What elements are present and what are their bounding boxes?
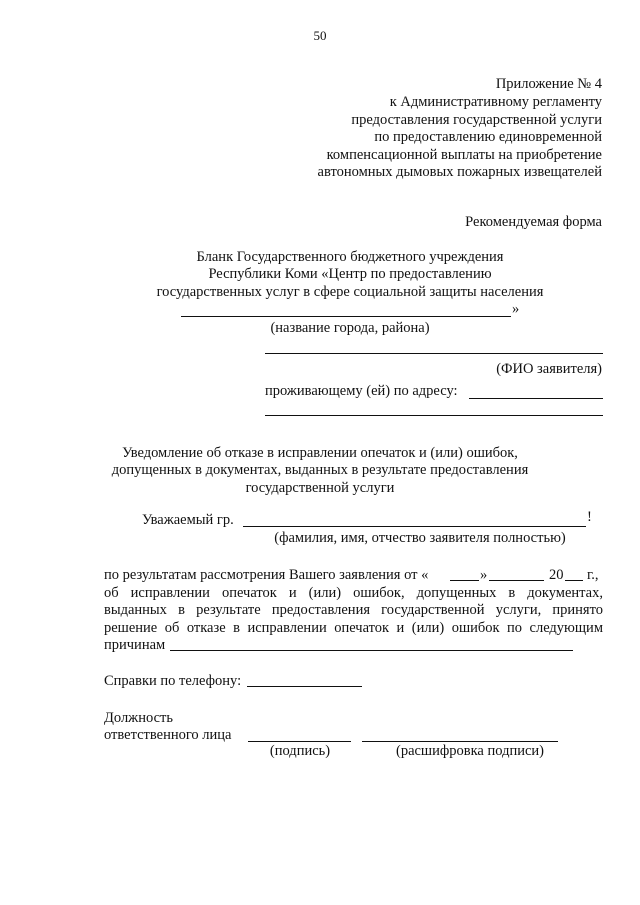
title-line: государственной услуги — [245, 480, 395, 496]
date-month-blank — [489, 580, 544, 581]
address-label: проживающему (ей) по адресу: — [265, 383, 458, 399]
letterhead-line: Республики Коми «Центр по предоставлению — [208, 266, 492, 282]
body-line1-year: 20 — [549, 567, 564, 583]
greeting-exclamation: ! — [587, 509, 592, 525]
decoding-caption: (расшифровка подписи) — [395, 743, 545, 759]
signature-blank-line — [248, 741, 351, 742]
greeting-caption: (фамилия, имя, отчество заявителя полностью) — [274, 530, 566, 546]
body-line1-mid: » — [480, 567, 488, 583]
closing-quote: » — [512, 301, 520, 317]
fio-caption: (ФИО заявителя) — [496, 361, 602, 377]
address-blank-line — [469, 398, 603, 399]
phone-blank-line — [247, 686, 362, 687]
address-blank-line-2 — [265, 415, 603, 416]
title-line: Уведомление об отказе в исправлении опечаток и (или) ошибок, — [122, 445, 518, 461]
appendix-line: Приложение № 4 — [495, 76, 602, 92]
city-caption: (название города, района) — [270, 320, 430, 336]
phone-label: Справки по телефону: — [104, 673, 242, 689]
position-label-1: Должность — [104, 710, 173, 726]
fio-blank-line — [265, 353, 603, 354]
date-year-blank — [565, 580, 583, 581]
body-line1-end: г., — [587, 567, 599, 583]
reasons-blank-line — [170, 650, 573, 651]
body-line: об исправлении опечаток и (или) ошибок, допущенных в документах, — [104, 585, 603, 601]
body-line: решение об отказе в исправлении опечаток и (или) ошибок по следующим — [104, 620, 603, 636]
position-label-2: ответственного лица — [104, 727, 232, 743]
body-line5: причинам — [104, 637, 166, 653]
appendix-line: к Административному регламенту — [389, 94, 602, 110]
applicant-name-blank — [243, 526, 586, 527]
recommended-form-label: Рекомендуемая форма — [465, 214, 602, 230]
date-day-blank — [450, 580, 479, 581]
greeting-label: Уважаемый гр. — [142, 512, 234, 528]
appendix-line: по предоставлению единовременной — [374, 129, 602, 145]
title-line: допущенных в документах, выданных в результате предоставления — [111, 462, 529, 478]
appendix-line: предоставления государственной услуги — [351, 112, 602, 128]
body-line1-start: по результатам рассмотрения Вашего заявления от « — [104, 567, 429, 583]
body-line: выданных в результате предоставления государственной услуги, принято — [104, 602, 603, 618]
page-number: 50 — [313, 28, 327, 43]
letterhead-blank-line — [181, 316, 511, 317]
signature-decoding-blank-line — [362, 741, 558, 742]
appendix-line: автономных дымовых пожарных извещателей — [317, 164, 602, 180]
letterhead-line: государственных услуг в сфере социальной защиты населения — [156, 284, 544, 300]
signature-caption: (подпись) — [269, 743, 331, 759]
appendix-line: компенсационной выплаты на приобретение — [326, 147, 602, 163]
letterhead-line: Бланк Государственного бюджетного учреждения — [196, 249, 504, 265]
